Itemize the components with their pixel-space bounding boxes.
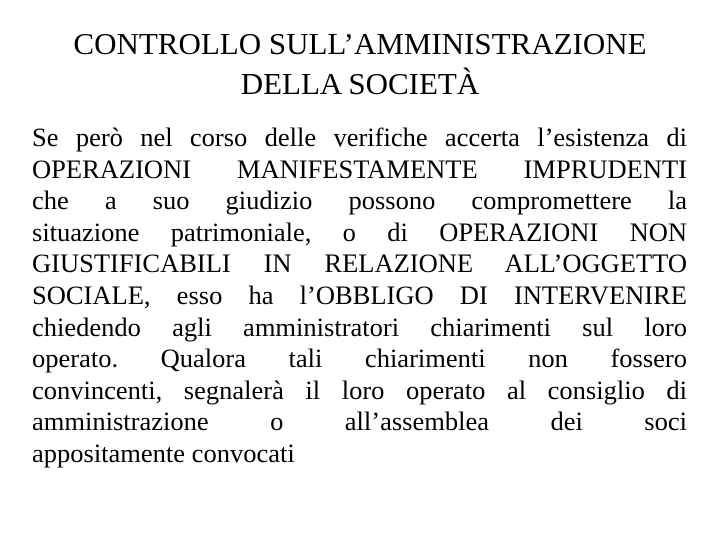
body-line-11: appositamente convocati [32,437,295,468]
slide-title [20,24,700,104]
body-line-5: GIUSTIFICABILI IN RELAZIONE ALL’OGGETTO [32,248,687,279]
body-line-8: operato. Qualora tali chiarimenti non fossero [32,343,687,374]
body-line-9: convincenti, segnalerà il loro operato al consiglio di [32,374,687,405]
body-line-6: SOCIALE, esso ha l’OBBLIGO DI INTERVENIRE [32,279,687,310]
body-line-2: OPERAZIONI MANIFESTAMENTE IMPRUDENTI [32,153,687,184]
body-line-1: Se però nel corso delle verifiche accerta l’esistenza di [32,122,687,152]
slide-title-line-1: CONTROLLO SULL’AMMINISTRAZIONE [73,26,647,61]
body-line-7: chiedendo agli amministratori chiarimenti sul loro [32,311,687,342]
body-line-3: che a suo giudizio possono compromettere la [32,185,687,216]
body-line-4: situazione patrimoniale, o di OPERAZIONI NON [32,216,687,247]
slide-body-paragraph [32,122,687,470]
body-line-10: amministrazione o all’assemblea dei soci [32,406,687,437]
slide-title-line-2: DELLA SOCIETÀ [240,66,480,101]
